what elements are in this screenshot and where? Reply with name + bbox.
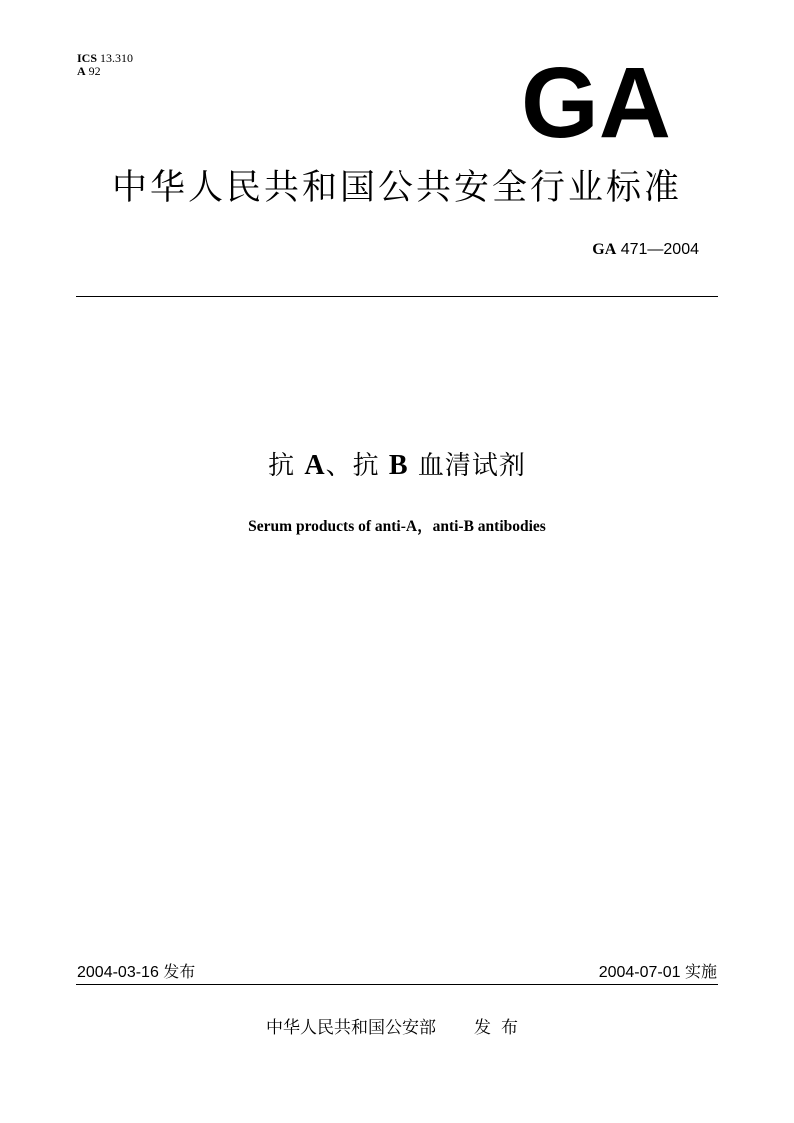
- ga-logo-text: GA: [521, 62, 671, 138]
- effective-date-block: [599, 962, 717, 983]
- title-part-1: 抗: [268, 451, 296, 481]
- ccs-code: 92: [88, 64, 101, 78]
- title-latin-a: A: [304, 450, 326, 481]
- ga-logo: [520, 62, 672, 138]
- issue-date-block: [77, 962, 195, 983]
- standard-title: 中华人民共和国公共安全行业标准: [111, 168, 682, 208]
- ccs-label: A: [77, 64, 86, 78]
- title-latin-b: B: [388, 450, 409, 481]
- title-part-3: 血清试剂: [417, 451, 526, 481]
- document-title: [0, 448, 794, 484]
- footer-divider: [76, 984, 718, 985]
- standard-prefix: GA: [592, 241, 617, 258]
- classification-codes: [77, 52, 133, 78]
- issuer-action: 发布: [474, 1018, 528, 1038]
- title-part-2: 、抗: [325, 451, 380, 481]
- header-divider: [76, 296, 718, 297]
- ccs-line: [77, 65, 133, 78]
- ics-code: 13.310: [100, 51, 134, 65]
- standard-number-value: 471—2004: [620, 241, 699, 258]
- ics-label: ICS: [77, 51, 98, 65]
- issue-date: 2004-03-16: [77, 964, 159, 981]
- effective-date: 2004-07-01: [598, 964, 681, 981]
- document-subtitle: Serum products of anti-A，anti-B antibodies: [248, 518, 546, 535]
- issuer: [0, 1017, 794, 1039]
- issuer-name: 中华人民共和国公安部: [266, 1018, 436, 1038]
- effective-label: 实施: [684, 962, 717, 981]
- standard-number: [592, 240, 699, 260]
- issue-label: 发布: [163, 962, 196, 981]
